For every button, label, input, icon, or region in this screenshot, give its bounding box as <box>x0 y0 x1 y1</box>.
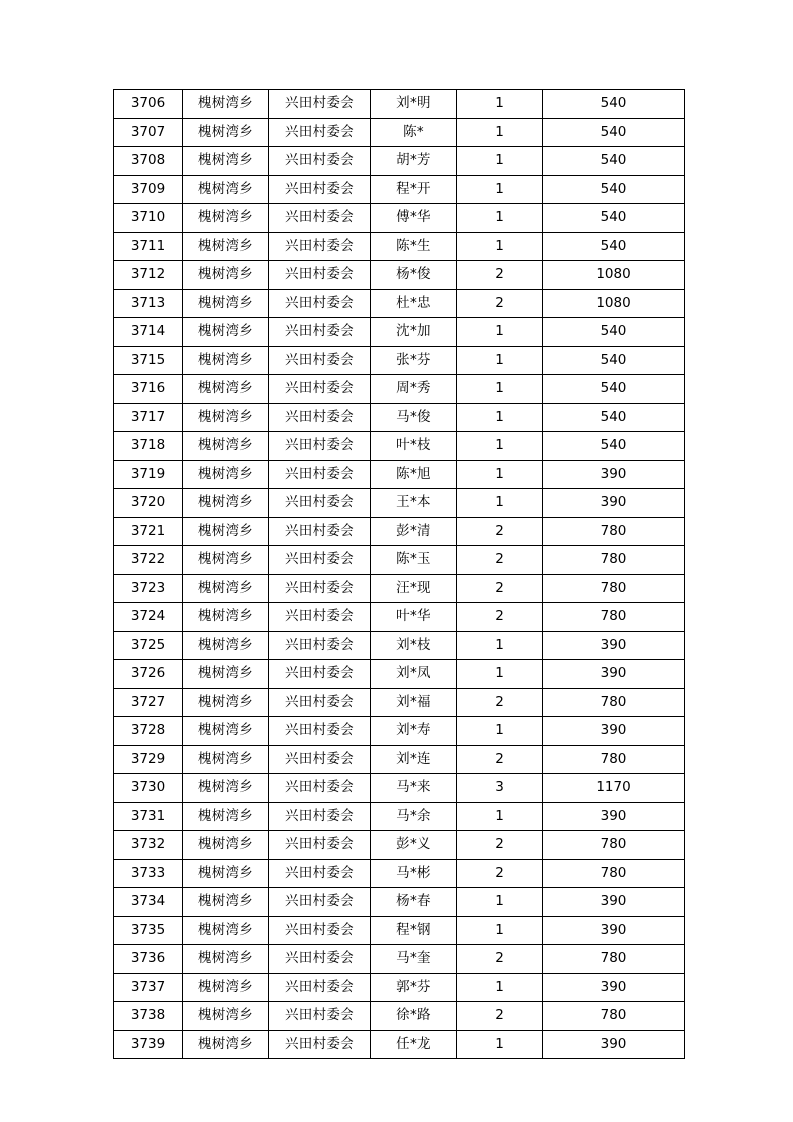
table-row <box>114 346 685 375</box>
cell-amount: 390 <box>543 489 685 518</box>
table-row <box>114 232 685 261</box>
cell-id: 3730 <box>114 774 183 803</box>
cell-township: 槐树湾乡 <box>183 831 269 860</box>
table-row <box>114 289 685 318</box>
table-row <box>114 945 685 974</box>
cell-name: 刘*福 <box>371 688 457 717</box>
cell-id: 3725 <box>114 631 183 660</box>
cell-name: 张*芬 <box>371 346 457 375</box>
table-row <box>114 90 685 119</box>
table-row <box>114 546 685 575</box>
cell-township: 槐树湾乡 <box>183 859 269 888</box>
table-row <box>114 603 685 632</box>
cell-amount: 540 <box>543 403 685 432</box>
cell-id: 3710 <box>114 204 183 233</box>
cell-village: 兴田村委会 <box>269 831 371 860</box>
cell-amount: 540 <box>543 375 685 404</box>
cell-township: 槐树湾乡 <box>183 375 269 404</box>
cell-name: 杜*忠 <box>371 289 457 318</box>
cell-amount: 780 <box>543 517 685 546</box>
cell-amount: 540 <box>543 346 685 375</box>
cell-name: 任*龙 <box>371 1030 457 1059</box>
cell-count: 1 <box>457 432 543 461</box>
cell-amount: 780 <box>543 745 685 774</box>
cell-count: 1 <box>457 717 543 746</box>
table-body <box>114 90 685 1059</box>
cell-township: 槐树湾乡 <box>183 888 269 917</box>
cell-township: 槐树湾乡 <box>183 574 269 603</box>
cell-village: 兴田村委会 <box>269 574 371 603</box>
cell-village: 兴田村委会 <box>269 432 371 461</box>
cell-count: 2 <box>457 831 543 860</box>
cell-name: 彭*清 <box>371 517 457 546</box>
cell-count: 1 <box>457 204 543 233</box>
cell-id: 3709 <box>114 175 183 204</box>
cell-id: 3738 <box>114 1002 183 1031</box>
cell-name: 郭*芬 <box>371 973 457 1002</box>
cell-township: 槐树湾乡 <box>183 745 269 774</box>
table-row <box>114 631 685 660</box>
cell-id: 3739 <box>114 1030 183 1059</box>
cell-id: 3714 <box>114 318 183 347</box>
cell-count: 2 <box>457 603 543 632</box>
cell-township: 槐树湾乡 <box>183 802 269 831</box>
cell-amount: 780 <box>543 688 685 717</box>
cell-name: 沈*加 <box>371 318 457 347</box>
cell-township: 槐树湾乡 <box>183 232 269 261</box>
cell-amount: 540 <box>543 90 685 119</box>
cell-count: 1 <box>457 973 543 1002</box>
table-row <box>114 973 685 1002</box>
cell-township: 槐树湾乡 <box>183 90 269 119</box>
cell-village: 兴田村委会 <box>269 717 371 746</box>
cell-village: 兴田村委会 <box>269 232 371 261</box>
cell-village: 兴田村委会 <box>269 603 371 632</box>
cell-village: 兴田村委会 <box>269 916 371 945</box>
cell-amount: 390 <box>543 802 685 831</box>
cell-township: 槐树湾乡 <box>183 631 269 660</box>
cell-name: 杨*春 <box>371 888 457 917</box>
cell-id: 3736 <box>114 945 183 974</box>
table-row <box>114 432 685 461</box>
cell-amount: 1080 <box>543 261 685 290</box>
cell-amount: 780 <box>543 574 685 603</box>
subsidy-table <box>113 89 685 1059</box>
cell-village: 兴田村委会 <box>269 859 371 888</box>
cell-amount: 390 <box>543 660 685 689</box>
table-row <box>114 489 685 518</box>
cell-township: 槐树湾乡 <box>183 460 269 489</box>
cell-count: 1 <box>457 346 543 375</box>
cell-count: 2 <box>457 688 543 717</box>
cell-name: 马*来 <box>371 774 457 803</box>
cell-id: 3718 <box>114 432 183 461</box>
cell-amount: 390 <box>543 888 685 917</box>
cell-id: 3724 <box>114 603 183 632</box>
cell-amount: 390 <box>543 717 685 746</box>
cell-name: 杨*俊 <box>371 261 457 290</box>
cell-count: 2 <box>457 859 543 888</box>
cell-township: 槐树湾乡 <box>183 603 269 632</box>
cell-amount: 540 <box>543 147 685 176</box>
cell-count: 1 <box>457 375 543 404</box>
cell-name: 刘*明 <box>371 90 457 119</box>
cell-count: 1 <box>457 147 543 176</box>
cell-name: 叶*华 <box>371 603 457 632</box>
cell-count: 2 <box>457 546 543 575</box>
cell-township: 槐树湾乡 <box>183 916 269 945</box>
cell-name: 傅*华 <box>371 204 457 233</box>
table-row <box>114 916 685 945</box>
cell-name: 刘*凤 <box>371 660 457 689</box>
cell-count: 2 <box>457 289 543 318</box>
table-row <box>114 745 685 774</box>
cell-id: 3706 <box>114 90 183 119</box>
cell-id: 3719 <box>114 460 183 489</box>
cell-amount: 540 <box>543 318 685 347</box>
cell-count: 1 <box>457 403 543 432</box>
cell-name: 叶*枝 <box>371 432 457 461</box>
cell-township: 槐树湾乡 <box>183 489 269 518</box>
cell-township: 槐树湾乡 <box>183 546 269 575</box>
cell-id: 3726 <box>114 660 183 689</box>
cell-id: 3734 <box>114 888 183 917</box>
cell-name: 马*彬 <box>371 859 457 888</box>
table-row <box>114 204 685 233</box>
table-row <box>114 888 685 917</box>
cell-village: 兴田村委会 <box>269 688 371 717</box>
cell-name: 程*开 <box>371 175 457 204</box>
cell-id: 3722 <box>114 546 183 575</box>
cell-amount: 780 <box>543 945 685 974</box>
cell-count: 2 <box>457 261 543 290</box>
cell-township: 槐树湾乡 <box>183 973 269 1002</box>
cell-id: 3727 <box>114 688 183 717</box>
cell-amount: 540 <box>543 232 685 261</box>
cell-count: 2 <box>457 517 543 546</box>
table-row <box>114 318 685 347</box>
cell-id: 3721 <box>114 517 183 546</box>
cell-name: 彭*义 <box>371 831 457 860</box>
cell-village: 兴田村委会 <box>269 261 371 290</box>
cell-count: 2 <box>457 574 543 603</box>
table-row <box>114 660 685 689</box>
cell-id: 3717 <box>114 403 183 432</box>
cell-amount: 390 <box>543 460 685 489</box>
cell-count: 2 <box>457 945 543 974</box>
table-row <box>114 175 685 204</box>
cell-count: 3 <box>457 774 543 803</box>
cell-id: 3711 <box>114 232 183 261</box>
table-row <box>114 147 685 176</box>
cell-count: 2 <box>457 745 543 774</box>
cell-village: 兴田村委会 <box>269 888 371 917</box>
cell-name: 徐*路 <box>371 1002 457 1031</box>
cell-amount: 390 <box>543 631 685 660</box>
table-row <box>114 517 685 546</box>
cell-name: 陈*玉 <box>371 546 457 575</box>
cell-amount: 390 <box>543 1030 685 1059</box>
cell-count: 1 <box>457 118 543 147</box>
cell-count: 1 <box>457 175 543 204</box>
cell-name: 刘*寿 <box>371 717 457 746</box>
cell-id: 3732 <box>114 831 183 860</box>
cell-id: 3715 <box>114 346 183 375</box>
cell-township: 槐树湾乡 <box>183 660 269 689</box>
cell-count: 1 <box>457 460 543 489</box>
cell-name: 陈* <box>371 118 457 147</box>
cell-township: 槐树湾乡 <box>183 346 269 375</box>
cell-township: 槐树湾乡 <box>183 403 269 432</box>
cell-village: 兴田村委会 <box>269 945 371 974</box>
cell-id: 3713 <box>114 289 183 318</box>
cell-count: 1 <box>457 916 543 945</box>
cell-township: 槐树湾乡 <box>183 688 269 717</box>
cell-village: 兴田村委会 <box>269 973 371 1002</box>
cell-village: 兴田村委会 <box>269 660 371 689</box>
cell-count: 1 <box>457 1030 543 1059</box>
cell-id: 3712 <box>114 261 183 290</box>
cell-count: 1 <box>457 631 543 660</box>
table-row <box>114 574 685 603</box>
cell-township: 槐树湾乡 <box>183 175 269 204</box>
cell-id: 3731 <box>114 802 183 831</box>
cell-village: 兴田村委会 <box>269 147 371 176</box>
cell-village: 兴田村委会 <box>269 774 371 803</box>
cell-township: 槐树湾乡 <box>183 118 269 147</box>
cell-amount: 540 <box>543 204 685 233</box>
cell-amount: 540 <box>543 175 685 204</box>
cell-amount: 1170 <box>543 774 685 803</box>
cell-village: 兴田村委会 <box>269 403 371 432</box>
cell-township: 槐树湾乡 <box>183 1030 269 1059</box>
cell-name: 陈*生 <box>371 232 457 261</box>
cell-amount: 540 <box>543 432 685 461</box>
cell-id: 3720 <box>114 489 183 518</box>
cell-count: 1 <box>457 90 543 119</box>
cell-amount: 540 <box>543 118 685 147</box>
cell-amount: 390 <box>543 973 685 1002</box>
cell-amount: 780 <box>543 603 685 632</box>
cell-name: 胡*芳 <box>371 147 457 176</box>
cell-village: 兴田村委会 <box>269 90 371 119</box>
cell-village: 兴田村委会 <box>269 204 371 233</box>
cell-village: 兴田村委会 <box>269 517 371 546</box>
cell-village: 兴田村委会 <box>269 118 371 147</box>
cell-amount: 1080 <box>543 289 685 318</box>
table-row <box>114 717 685 746</box>
cell-village: 兴田村委会 <box>269 460 371 489</box>
cell-amount: 780 <box>543 1002 685 1031</box>
cell-count: 2 <box>457 1002 543 1031</box>
table-row <box>114 802 685 831</box>
cell-township: 槐树湾乡 <box>183 774 269 803</box>
cell-township: 槐树湾乡 <box>183 289 269 318</box>
cell-township: 槐树湾乡 <box>183 717 269 746</box>
cell-village: 兴田村委会 <box>269 489 371 518</box>
cell-count: 1 <box>457 802 543 831</box>
cell-village: 兴田村委会 <box>269 1002 371 1031</box>
cell-village: 兴田村委会 <box>269 318 371 347</box>
cell-id: 3728 <box>114 717 183 746</box>
cell-count: 1 <box>457 318 543 347</box>
cell-village: 兴田村委会 <box>269 346 371 375</box>
cell-village: 兴田村委会 <box>269 631 371 660</box>
table-row <box>114 403 685 432</box>
cell-name: 周*秀 <box>371 375 457 404</box>
cell-name: 马*余 <box>371 802 457 831</box>
cell-id: 3729 <box>114 745 183 774</box>
cell-name: 刘*连 <box>371 745 457 774</box>
cell-name: 程*钢 <box>371 916 457 945</box>
cell-township: 槐树湾乡 <box>183 517 269 546</box>
cell-id: 3737 <box>114 973 183 1002</box>
cell-id: 3708 <box>114 147 183 176</box>
cell-township: 槐树湾乡 <box>183 1002 269 1031</box>
cell-village: 兴田村委会 <box>269 1030 371 1059</box>
table-row <box>114 261 685 290</box>
table-row <box>114 831 685 860</box>
cell-id: 3707 <box>114 118 183 147</box>
cell-village: 兴田村委会 <box>269 289 371 318</box>
cell-amount: 780 <box>543 546 685 575</box>
cell-amount: 390 <box>543 916 685 945</box>
cell-amount: 780 <box>543 831 685 860</box>
cell-village: 兴田村委会 <box>269 175 371 204</box>
cell-count: 1 <box>457 489 543 518</box>
cell-count: 1 <box>457 232 543 261</box>
table-row <box>114 859 685 888</box>
cell-id: 3716 <box>114 375 183 404</box>
cell-name: 王*本 <box>371 489 457 518</box>
cell-village: 兴田村委会 <box>269 745 371 774</box>
cell-id: 3735 <box>114 916 183 945</box>
cell-name: 马*奎 <box>371 945 457 974</box>
cell-village: 兴田村委会 <box>269 802 371 831</box>
table-row <box>114 688 685 717</box>
table-row <box>114 375 685 404</box>
cell-name: 汪*现 <box>371 574 457 603</box>
cell-township: 槐树湾乡 <box>183 945 269 974</box>
cell-id: 3733 <box>114 859 183 888</box>
cell-village: 兴田村委会 <box>269 375 371 404</box>
cell-amount: 780 <box>543 859 685 888</box>
cell-name: 陈*旭 <box>371 460 457 489</box>
table-row <box>114 1030 685 1059</box>
cell-township: 槐树湾乡 <box>183 318 269 347</box>
cell-township: 槐树湾乡 <box>183 204 269 233</box>
table-row <box>114 1002 685 1031</box>
cell-name: 马*俊 <box>371 403 457 432</box>
table-row <box>114 774 685 803</box>
cell-village: 兴田村委会 <box>269 546 371 575</box>
table-row <box>114 460 685 489</box>
cell-count: 1 <box>457 660 543 689</box>
cell-name: 刘*枝 <box>371 631 457 660</box>
cell-count: 1 <box>457 888 543 917</box>
table-row <box>114 118 685 147</box>
cell-township: 槐树湾乡 <box>183 147 269 176</box>
cell-township: 槐树湾乡 <box>183 432 269 461</box>
cell-township: 槐树湾乡 <box>183 261 269 290</box>
cell-id: 3723 <box>114 574 183 603</box>
